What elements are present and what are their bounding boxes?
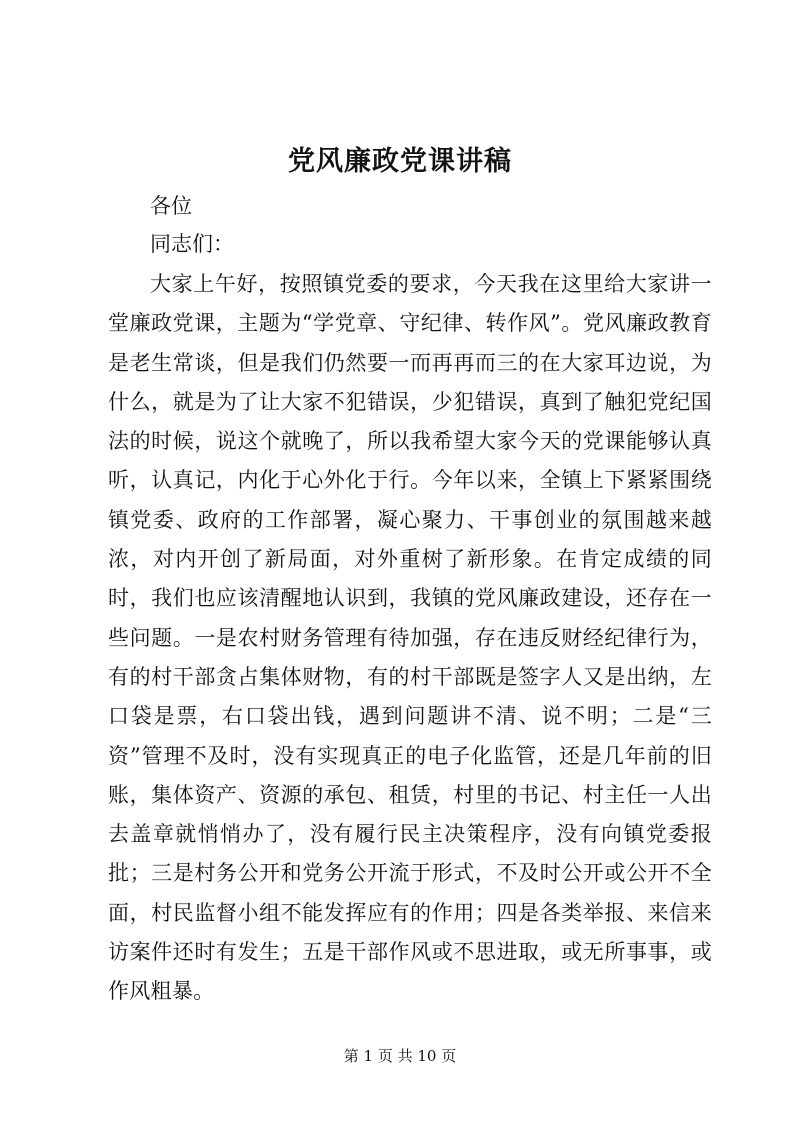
body-paragraph: 大家上午好，按照镇党委的要求，今天我在这里给大家讲一堂廉政党课，主题为“学党章、守纪律、转作风”。党风廉政教育是老生常谈，但是我们仍然要一而再再而三的在大家耳边说，为什么，就是为了让大家不犯错误，少犯错误，真到了触犯党纪国法的时候，说这个就晚了，所以我希望大家今天的党课能够认真听，认真记，内化于心外化于行。今年以来，全镇上下紧紧围绕镇党委、政府的工作部署，凝心聚力、干事创业的氛围越来越浓，对内开创了新局面，对外重树了新形象。在肯定成绩的同时，我们也应该清醒地认识到，我镇的党风廉政建设，还存在一些问题。一是农村财务管理有待加强，存在违反财经纪律行为，有的村干部贪占集体财物，有的村干部既是签字人又是出纳，左口袋是票，右口袋出钱，遇到问题讲不清、说不明；二是“三资”管理不及时，没有实现真正的电子化监管，还是几年前的旧账，集体资产、资源的承包、租赁，村里的书记、村主任一人出去盖章就悄悄办了，没有履行民主决策程序，没有向镇党委报批；三是村务公开和党务公开流于形式，不及时公开或公开不全面，村民监督小组不能发挥应有的作用；四是各类举报、来信来访案件还时有发生；五是干部作风或不思进取，或无所事事，或作风粗暴。	[108, 272, 712, 1004]
document-title: 党风廉政党课讲稿	[288, 146, 512, 177]
page-footer: 第 1 页 共 10 页	[343, 1047, 457, 1065]
salutation-line-1: 各位	[150, 194, 192, 218]
salutation-line-2: 同志们：	[150, 232, 234, 256]
